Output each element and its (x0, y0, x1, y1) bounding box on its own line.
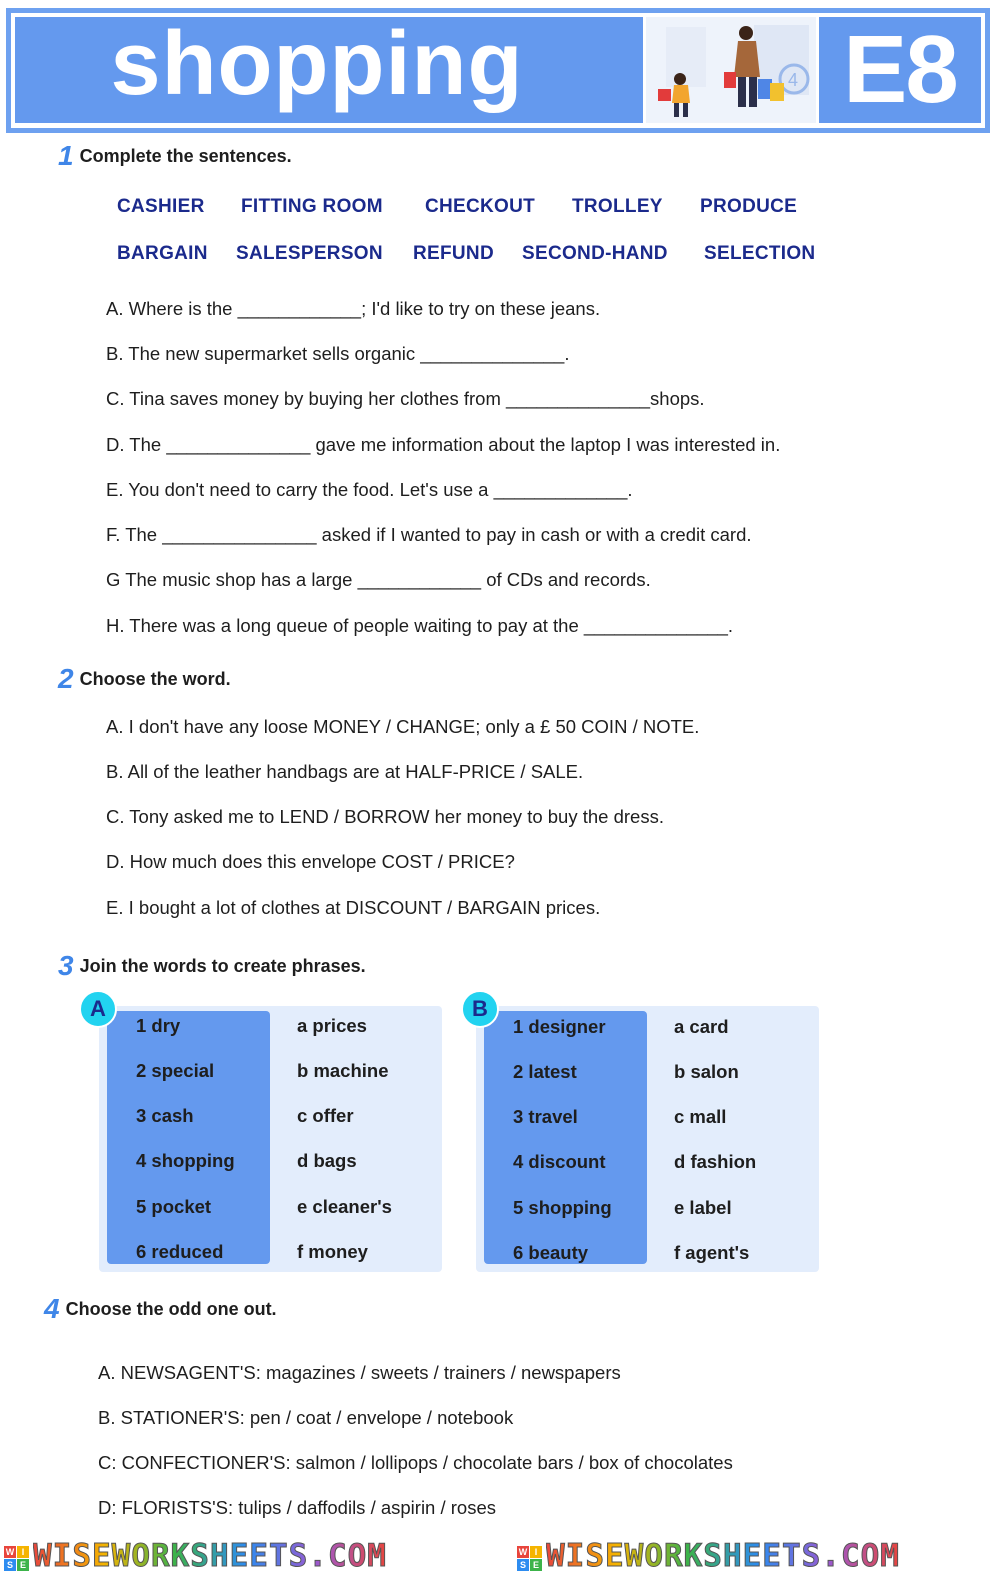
sentence: C: CONFECTIONER'S: salmon / lollipops / chocolate bars / box of chocolates (98, 1452, 733, 1473)
table-b-right-item: a card (674, 1016, 729, 1037)
sentence: F. The _______________ asked if I wanted to pay in cash or with a credit card. (106, 524, 752, 545)
table-b-left-item: 4 discount (513, 1151, 606, 1172)
sentence: H. There was a long queue of people waiting to pay at the ______________. (106, 615, 734, 636)
table-b-left-item: 5 shopping (513, 1197, 612, 1218)
logo-letter: I (17, 1546, 29, 1558)
level-code-banner (819, 17, 981, 123)
match-table-a-left-column (107, 1011, 270, 1264)
table-b-right-item: c mall (674, 1106, 727, 1127)
table-b-right-item: d fashion (674, 1151, 757, 1172)
sentence: D: FLORISTS'S: tulips / daffodils / aspirin / roses (98, 1497, 497, 1518)
shopping-illustration (646, 17, 816, 123)
logo-letter: E (530, 1559, 542, 1571)
section-3-heading (58, 952, 366, 980)
section-number: 2 (58, 663, 74, 694)
section-4-heading (44, 1295, 277, 1323)
logo-letter: I (530, 1546, 542, 1558)
table-a-right-item: c offer (297, 1105, 354, 1126)
table-a-left-item: 6 reduced (136, 1241, 224, 1262)
table-a-right-item: f money (297, 1241, 368, 1262)
sentence: D. How much does this envelope COST / PRICE? (106, 851, 515, 872)
footer-brand-segment (4, 1537, 483, 1581)
section-number: 1 (58, 140, 74, 171)
section-instruction: Complete the sentences. (79, 145, 292, 166)
wordbank-word: CHECKOUT (425, 196, 536, 217)
wordbank-word: PRODUCE (700, 196, 798, 217)
wordbank-word: TROLLEY (572, 196, 663, 217)
sentence: C. Tina saves money by buying her clothes from ______________shops. (106, 388, 705, 409)
level-code: E8 (843, 16, 957, 123)
sentence: A. I don't have any loose MONEY / CHANGE; only a £ 50 COIN / NOTE. (106, 716, 700, 737)
title-banner (15, 13, 643, 123)
sentence: B. The new supermarket sells organic ______________. (106, 343, 570, 364)
sentence: B. All of the leather handbags are at HALF-PRICE / SALE. (106, 761, 584, 782)
section-1-heading (58, 142, 292, 170)
table-a-left-item: 5 pocket (136, 1196, 212, 1217)
wordbank-word: FITTING ROOM (241, 196, 383, 217)
brand-name: WISEWORKSHEETS.COM (33, 1537, 387, 1573)
table-a-badge: A (79, 990, 117, 1028)
illustration-number: 4 (788, 70, 799, 90)
match-table-b-left-column (484, 1011, 647, 1264)
brand-logo-icon (4, 1546, 29, 1571)
table-a-left-item: 2 special (136, 1060, 215, 1081)
sentence: D. The ______________ gave me information about the laptop I was interested in. (106, 434, 781, 455)
worksheet-header (6, 8, 990, 133)
section-instruction: Join the words to create phrases. (79, 955, 366, 976)
table-b-right-item: b salon (674, 1061, 739, 1082)
brand-logo-icon (517, 1546, 542, 1571)
logo-letter: W (5, 1547, 15, 1557)
table-a-right-item: e cleaner's (297, 1196, 392, 1217)
wordbank-word: CASHIER (117, 196, 205, 217)
wordbank-word: REFUND (413, 243, 494, 264)
section-number: 3 (58, 950, 74, 981)
table-a-left-item: 3 cash (136, 1105, 194, 1126)
footer-watermark (0, 1532, 1000, 1585)
section-2-heading (58, 665, 231, 693)
sentence: C. Tony asked me to LEND / BORROW her money to buy the dress. (106, 806, 664, 827)
table-a-right-item: d bags (297, 1150, 357, 1171)
footer-brand-segment (517, 1537, 996, 1581)
sentence: G The music shop has a large ____________ of CDs and records. (106, 569, 651, 590)
table-b-right-item: f agent's (674, 1242, 750, 1263)
table-b-right-item: e label (674, 1197, 732, 1218)
brand-name: WISEWORKSHEETS.COM (546, 1537, 900, 1573)
section-instruction: Choose the odd one out. (65, 1298, 277, 1319)
logo-letter: S (4, 1559, 16, 1571)
table-b-left-item: 6 beauty (513, 1242, 589, 1263)
sentence: A. NEWSAGENT'S: magazines / sweets / trainers / newspapers (98, 1362, 621, 1383)
table-a-right-item: a prices (297, 1015, 367, 1036)
table-b-left-item: 1 designer (513, 1016, 606, 1037)
table-b-left-item: 2 latest (513, 1061, 577, 1082)
table-a-left-item: 4 shopping (136, 1150, 235, 1171)
page-title: shopping (110, 13, 524, 114)
brand-text (546, 1537, 996, 1581)
shoppers-image (646, 17, 816, 123)
sentence: B. STATIONER'S: pen / coat / envelope / notebook (98, 1407, 514, 1428)
table-b-badge: B (461, 990, 499, 1028)
table-a-left-item: 1 dry (136, 1015, 181, 1036)
wordbank-word: SALESPERSON (236, 243, 383, 264)
section-number: 4 (44, 1293, 60, 1324)
wordbank-word: SECOND-HAND (522, 243, 668, 264)
sentence: A. Where is the ____________; I'd like to try on these jeans. (106, 298, 601, 319)
wordbank-word: BARGAIN (117, 243, 208, 264)
logo-letter: E (17, 1559, 29, 1571)
brand-wordmark (546, 1537, 996, 1573)
sentence: E. You don't need to carry the food. Let's use a _____________. (106, 479, 633, 500)
sentence: E. I bought a lot of clothes at DISCOUNT / BARGAIN prices. (106, 897, 601, 918)
wordbank-word: SELECTION (704, 243, 816, 264)
logo-letter: S (517, 1559, 529, 1571)
table-a-right-item: b machine (297, 1060, 389, 1081)
section-instruction: Choose the word. (79, 668, 231, 689)
table-b-left-item: 3 travel (513, 1106, 578, 1127)
brand-wordmark (33, 1537, 483, 1573)
logo-letter: W (518, 1547, 528, 1557)
brand-text (33, 1537, 483, 1581)
